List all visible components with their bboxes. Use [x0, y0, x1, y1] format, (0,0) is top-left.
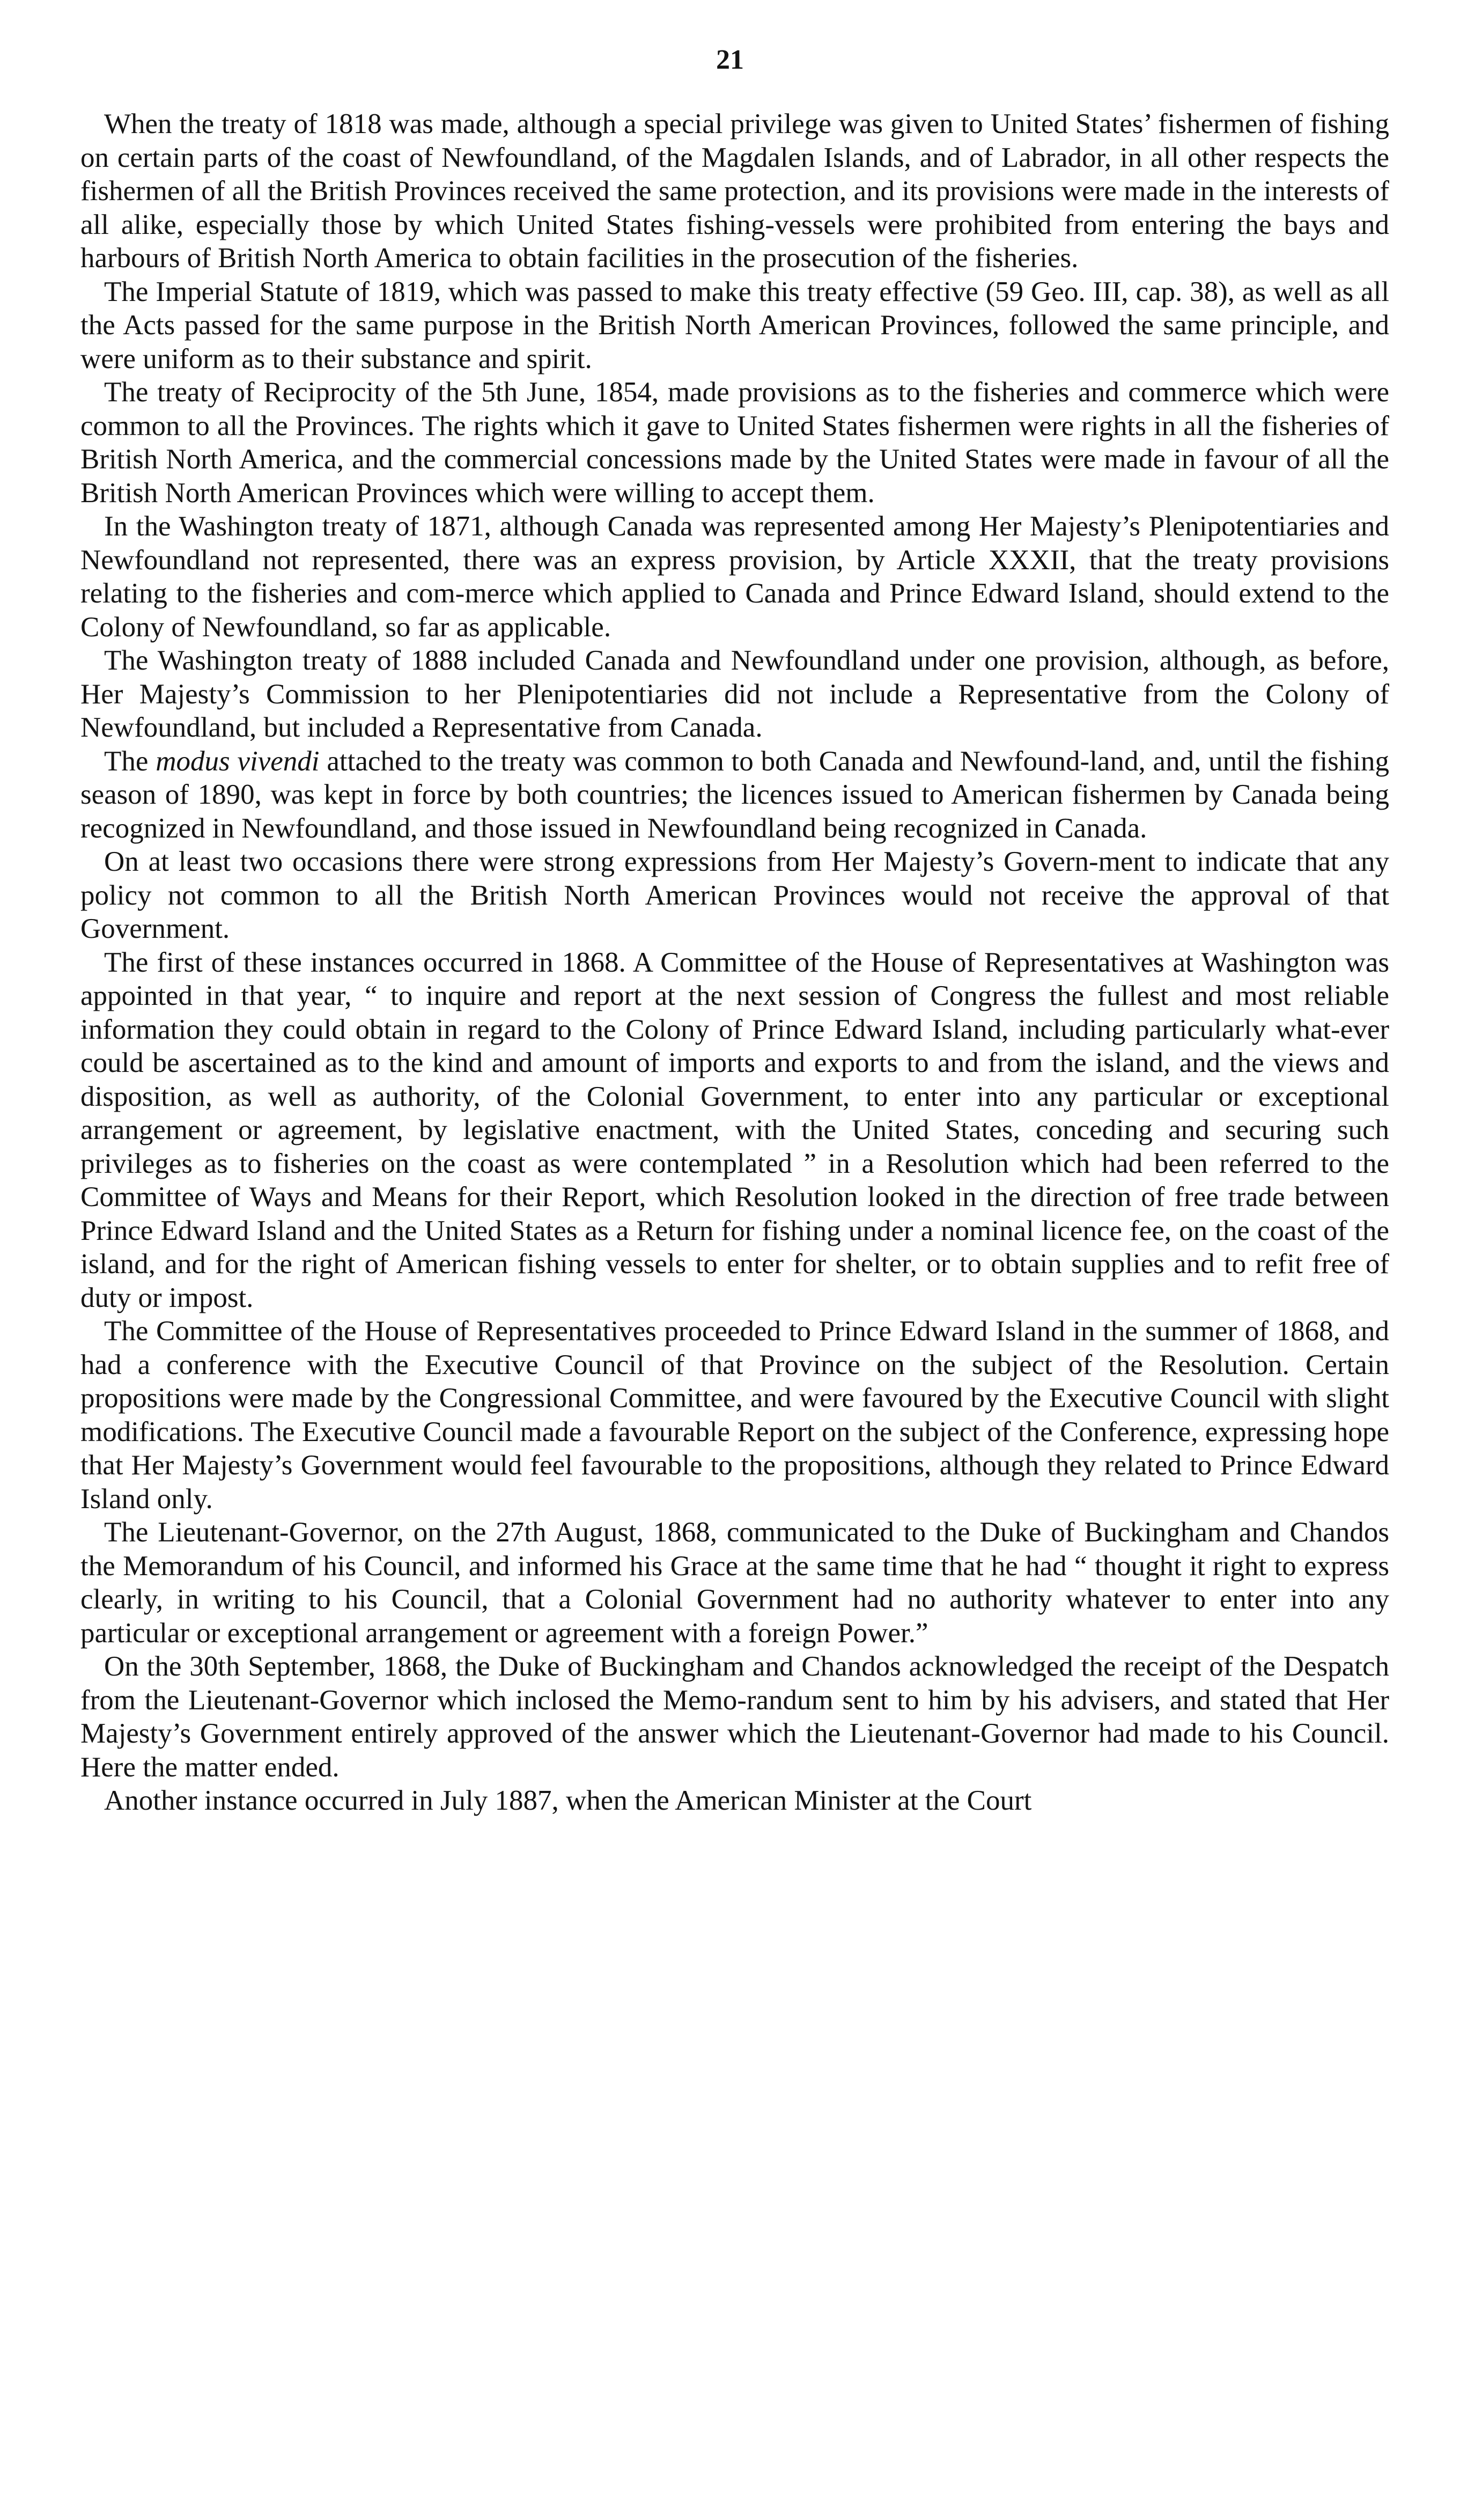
paragraph-duke-acknowledgement: On the 30th September, 1868, the Duke of Buckingham and Chandos acknowledged the receipt of the Despatch from the Lieutenant-Governor which inclosed the Memo-randum sent to him by his advisers, and stated that Her Majesty’s Government entirely approved of the answer which the Lieutenant-Governor had made to his Council. Here the matter ended. — [80, 1651, 1389, 1783]
paragraph-treaty-1818: When the treaty of 1818 was made, although a special privilege was given to United States’ fishermen of fishing on certain parts of the coast of Newfoundland, of the Magdalen Islands, and of Labrador, in all other respects the fishermen of all the British Provinces received the same protection, and its provisions were made in the interests of all alike, especially those by which United States fishing-vessels were prohibited from entering the bays and harbours of British North America to obtain facilities in the prosecution of the fisheries. — [80, 108, 1389, 274]
paragraph-reciprocity-treaty-1854: The treaty of Reciprocity of the 5th June, 1854, made provisions as to the fisheries and commerce which were common to all the Provinces. The rights which it gave to United States fishermen were rights in all the fisheries of British North America, and the commercial concessions made by the United States were made in favour of all the British North American Provinces which were willing to accept them. — [80, 377, 1389, 509]
paragraph-another-instance-1887: Another instance occurred in July 1887, when the American Minister at the Court — [104, 1785, 1032, 1816]
paragraph-washington-treaty-1888: The Washington treaty of 1888 included Canada and Newfoundland under one provision, although, as before, Her Majesty’s Commission to her Plenipotentiaries did not include a Representative from the Colony of Newfoundland, but included a Representative from Canada. — [80, 645, 1389, 743]
paragraph-modus-vivendi — [80, 745, 1389, 846]
paragraph-imperial-statute-1819: The Imperial Statute of 1819, which was passed to make this treaty effective (59 Geo. III, cap. 38), as well as all the Acts passed for the same purpose in the British North American Provinces, followed the same principle, and were uniform as to their substance and spirit. — [80, 276, 1389, 374]
paragraph-washington-treaty-1871: In the Washington treaty of 1871, although Canada was represented among Her Majesty’s Plenipotentiaries and Newfoundland not represented, there was an express provision, by Article XXXII, that the treaty provisions relating to the fisheries and com-merce which applied to Canada and Prince Edward Island, should extend to the Colony of Newfoundland, so far as applicable. — [80, 511, 1389, 643]
paragraph-two-occasions: On at least two occasions there were strong expressions from Her Majesty’s Govern-ment to indicate that any policy not common to all the British North American Provinces would not receive the approval of that Government. — [80, 846, 1389, 944]
body-text — [80, 107, 1389, 1818]
paragraph-committee-visit: The Committee of the House of Representatives proceeded to Prince Edward Island in the summer of 1868, and had a conference with the Executive Council of that Province on the subject of the Resolution. Certain propositions were made by the Congressional Committee, and were favoured by the Executive Council with slight modifications. The Executive Council made a favourable Report on the subject of the Conference, expressing hope that Her Majesty’s Government would feel favourable to the propositions, although they related to Prince Edward Island only. — [80, 1316, 1389, 1515]
page-number: 21 — [716, 45, 744, 75]
paragraph-modus-vivendi-rest: attached to the treaty was common to both Canada and Newfound-land, and, until the fishing season of 1890, was kept in force by both countries; the licences issued to American fishermen by Canada being recognized in Newfoundland, and those issued in Newfoundland being recognized in Canada. — [80, 745, 1390, 844]
paragraph-modus-vivendi-lead: The — [104, 745, 149, 777]
modus-vivendi-italic: modus vivendi — [156, 745, 320, 777]
paragraph-lieutenant-governor: The Lieutenant-Governor, on the 27th August, 1868, communicated to the Duke of Buckingham and Chandos the Memorandum of his Council, and informed his Grace at the same time that he had “ thought it right to express clearly, in writing to his Council, that a Colonial Government had no authority whatever to enter into any particular or exceptional arrangement or agreement with a foreign Power.” — [80, 1517, 1389, 1649]
paragraph-first-instance-1868: The first of these instances occurred in 1868. A Committee of the House of Representatives at Washington was appointed in that year, “ to inquire and report at the next session of Congress the fullest and most reliable information they could obtain in regard to the Colony of Prince Edward Island, including particularly what-ever could be ascertained as to the kind and amount of imports and exports to and from the island, and the views and disposition, as well as authority, of the Colonial Government, to enter into any particular or exceptional arrangement or agreement, by legislative enactment, with the United States, conceding and securing such privileges as to fisheries on the coast as were contemplated ” in a Resolution which had been referred to the Committee of Ways and Means for their Report, which Resolution looked in the direction of free trade between Prince Edward Island and the United States as a Return for fishing under a nominal licence fee, on the coast of the island, and for the right of American fishing vessels to enter for shelter, or to obtain supplies and to refit free of duty or impost. — [80, 946, 1389, 1313]
